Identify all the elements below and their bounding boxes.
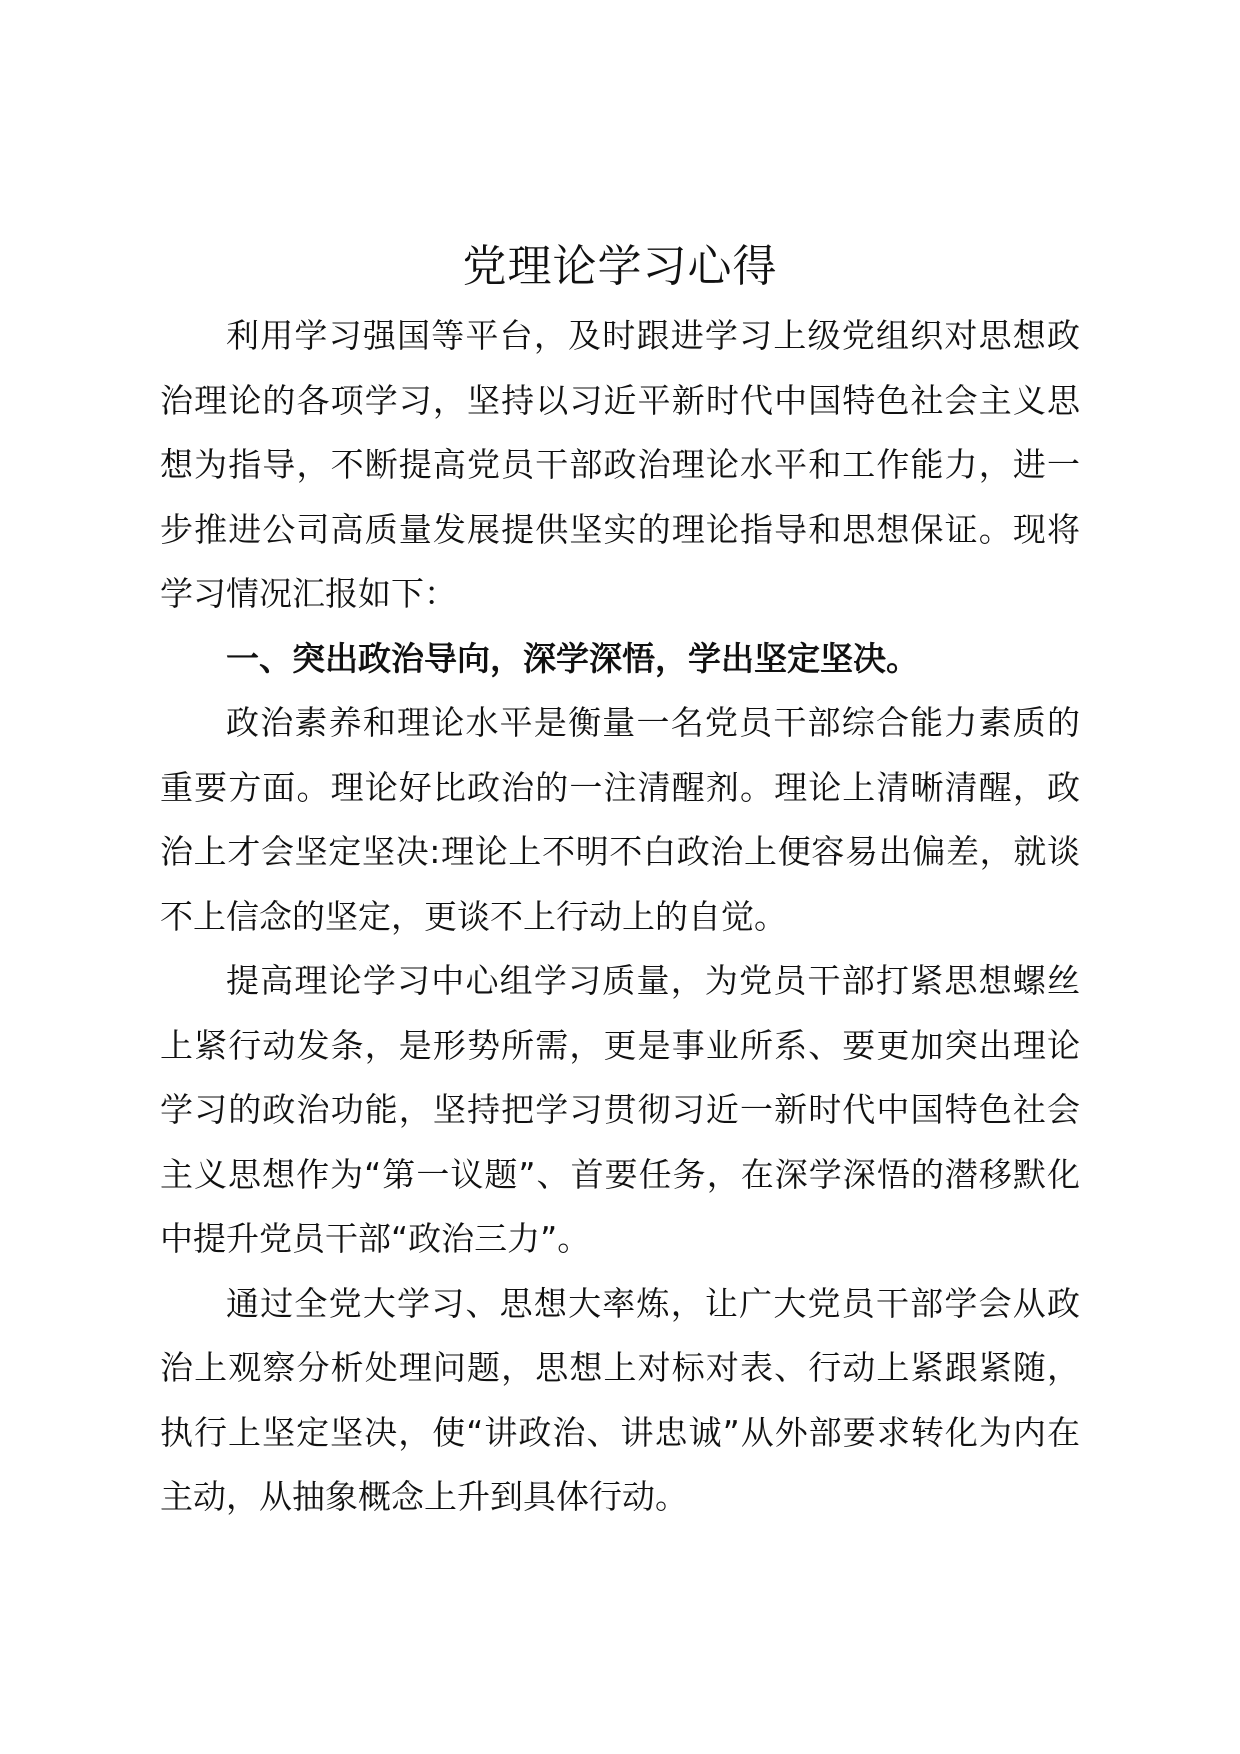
document-body: [160, 236, 1080, 1530]
document-title: 党理论学习心得: [462, 241, 778, 292]
paragraph-study-quality: 提高理论学习中心组学习质量，为党员干部打紧思想螺丝上紧行动发条，是形势所需，更是事业所系、要更加突出理论学习的政治功能，坚持把学习贯彻习近一新时代中国特色社会主义思想作为“第一议题”、首要任务，在深学深悟的潜移默化中提升党员干部“政治三力”。: [160, 961, 1080, 1258]
paragraph-party-study: 通过全党大学习、思想大率炼，让广大党员干部学会从政治上观察分析处理问题，思想上对标对表、行动上紧跟紧随，执行上坚定坚决，使“讲政治、讲忠诚”从外部要求转化为内在主动，从抽象概念上升到具体行动。: [160, 1283, 1080, 1516]
paragraph-political-literacy: 政治素养和理论水平是衡量一名党员干部综合能力素质的重要方面。理论好比政治的一注清醒剂。理论上清晰清醒，政治上才会坚定坚决:理论上不明不白政治上便容易出偏差，就谈不上信念的坚定，更谈不上行动上的自觉。: [160, 703, 1080, 936]
paragraph-intro: 利用学习强国等平台，及时跟进学习上级党组织对思想政治理论的各项学习，坚持以习近平新时代中国特色社会主义思想为指导，不断提高党员干部政治理论水平和工作能力，进一步推进公司高质量发展提供坚实的理论指导和思想保证。现将学习情况汇报如下：: [160, 316, 1080, 613]
section-heading-1: 一、突出政治导向，深学深悟，学出坚定坚决。: [226, 638, 919, 678]
